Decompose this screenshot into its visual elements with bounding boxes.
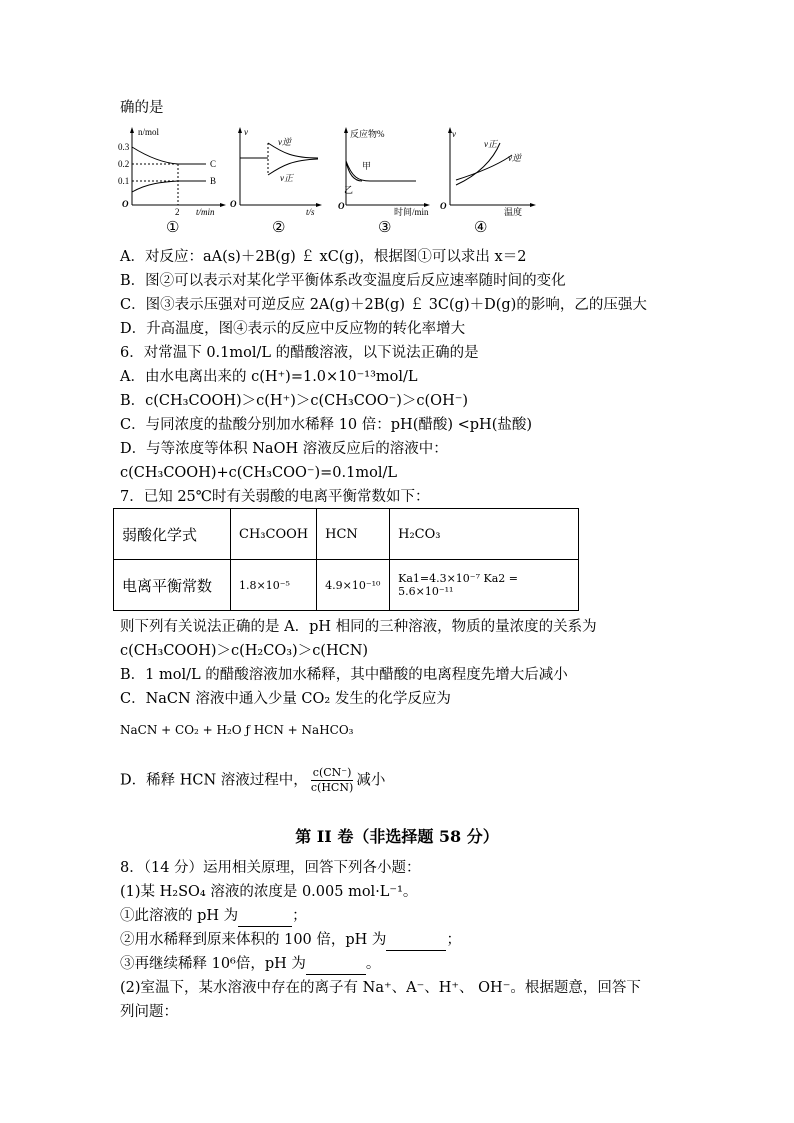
table-row: [114, 560, 579, 611]
g2-vrev: v逆: [278, 137, 291, 147]
q7-equation: NaCN + CO₂ + H₂O ƒ HCN + NaHCO₃: [120, 723, 354, 737]
q6-option-c: C．与同浓度的盐酸分别加水稀释 10 倍：pH(醋酸) <pH(盐酸): [120, 417, 533, 433]
g1-y02: 0.2: [118, 159, 130, 169]
graph-3-number: ③: [378, 218, 392, 236]
g2-vfwd: v正: [280, 173, 293, 183]
fraction: [311, 766, 354, 795]
q7-option-b: B．1 mol/L 的醋酸溶液加水稀释，其中醋酸的电离程度先增大后减小: [120, 667, 568, 683]
g1-y01: 0.1: [118, 176, 130, 186]
q8-part1-c: [120, 954, 380, 975]
graph-4-number: ④: [474, 218, 488, 236]
q8-part1-a: [120, 906, 307, 927]
g4-xlabel: 温度: [504, 207, 523, 217]
q8-part2-cont: 列问题：: [120, 1004, 178, 1020]
section-heading: 第 II 卷（非选择题 58 分）: [295, 827, 499, 846]
g1-y03: 0.3: [118, 142, 130, 152]
g3-jia: 甲: [362, 161, 372, 171]
g1-ylabel: n/mol: [138, 127, 160, 137]
q7-option-a: 则下列有关说法正确的是 A．pH 相同的三种溶液，物质的量浓度的关系为: [120, 619, 597, 635]
g2-ylabel: v: [244, 127, 248, 137]
q6-option-d-cont: c(CH₃COOH)+c(CH₃COO⁻)=0.1mol/L: [120, 465, 398, 481]
q8-part1-c-end: 。: [365, 956, 381, 972]
graph-4: [438, 125, 538, 219]
g2-xlabel: t/s: [306, 207, 315, 217]
table-cell: 弱酸化学式: [114, 509, 231, 560]
table-row: [114, 509, 579, 560]
q6-option-a: A．由水电离出来的 c(H⁺)=1.0×10⁻¹³mol/L: [120, 369, 418, 385]
graph-2: [228, 125, 328, 219]
q8-part1-c-text: ③再继续稀释 10⁶倍，pH 为: [120, 956, 306, 972]
q5-option-a: A．对反应：aA(s)＋2B(g) ￡ xC(g)，根据图①可以求出 x＝2: [120, 249, 527, 265]
q7-option-c: C．NaCN 溶液中通入少量 CO₂ 发生的化学反应为: [120, 691, 451, 707]
graph-1: [118, 125, 228, 219]
g4-vzheng: v正: [484, 139, 497, 149]
graph-2-number: ②: [272, 218, 286, 236]
g3-xlabel: 时间/min: [394, 207, 429, 217]
q8-part1-a-text: ①此溶液的 pH 为: [120, 908, 239, 924]
answer-blank[interactable]: [306, 954, 366, 975]
table-cell: 1.8×10⁻⁵: [231, 560, 317, 611]
fraction-numerator: c(CN⁻): [312, 766, 352, 779]
g4-origin: O: [440, 201, 447, 211]
q6-option-d: D．与等浓度等体积 NaOH 溶液反应后的溶液中：: [120, 441, 448, 457]
q8-part2: (2)室温下，某水溶液中存在的离子有 Na⁺、A⁻、H⁺、 OH⁻。根据题意，回答下: [120, 980, 641, 996]
graph-1-number: ①: [166, 218, 180, 236]
g1-b: B: [210, 176, 217, 186]
answer-blank[interactable]: [386, 930, 446, 951]
constants-table: [113, 508, 579, 611]
g1-x2: 2: [175, 207, 180, 217]
q7-option-a-cont: c(CH₃COOH)＞c(H₂CO₃)＞c(HCN): [120, 643, 369, 659]
q7-d-suffix: 减小: [356, 772, 386, 789]
q8-part1-b-end: ；: [446, 932, 461, 948]
q6-option-b: B．c(CH₃COOH)＞c(H⁺)＞c(CH₃COO⁻)＞c(OH⁻): [120, 393, 469, 409]
q7-d-prefix: D．稀释 HCN 溶液过程中，: [120, 772, 308, 789]
q7-stem: 7．已知 25℃时有关弱酸的电离平衡常数如下：: [120, 489, 430, 505]
g4-ylabel: v: [452, 129, 456, 139]
g3-yi: 乙: [344, 185, 354, 195]
q8-part1-b-text: ②用水稀释到原来体积的 100 倍，pH 为: [120, 932, 387, 948]
table-cell: H₂CO₃: [390, 509, 579, 560]
q5-option-b: B．图②可以表示对某化学平衡体系改变温度后反应速率随时间的变化: [120, 273, 566, 289]
table-cell: 4.9×10⁻¹⁰: [317, 560, 390, 611]
g3-ylabel: 反应物%: [350, 129, 385, 139]
g2-origin: O: [230, 199, 237, 209]
graph-3: [336, 125, 436, 219]
g1-c: C: [210, 159, 217, 169]
table-cell: HCN: [317, 509, 390, 560]
g3-origin: O: [338, 201, 345, 211]
answer-blank[interactable]: [238, 906, 292, 927]
g1-origin: O: [122, 199, 129, 209]
table-cell: CH₃COOH: [231, 509, 317, 560]
fraction-denominator: c(HCN): [310, 781, 354, 794]
intro-text: 确的是: [120, 100, 164, 116]
q5-option-c: C．图③表示压强对可逆反应 2A(g)＋2B(g) ￡ 3C(g)＋D(g)的影响，乙的压强大: [120, 297, 647, 313]
q5-option-d: D．升高温度，图④表示的反应中反应物的转化率增大: [120, 321, 466, 337]
table-cell: Ka1=4.3×10⁻⁷ Ka2 = 5.6×10⁻¹¹: [390, 560, 579, 611]
g4-vni: v逆: [508, 153, 521, 163]
q6-stem: 6．对常温下 0.1mol/L 的醋酸溶液，以下说法正确的是: [120, 345, 479, 361]
table-cell: 电离平衡常数: [114, 560, 231, 611]
q8-part1: (1)某 H₂SO₄ 溶液的浓度是 0.005 mol·L⁻¹。: [120, 884, 418, 900]
g1-xlabel: t/min: [196, 207, 215, 217]
q8-stem: 8．（14 分）运用相关原理，回答下列各小题：: [120, 860, 421, 876]
q8-part1-b: [120, 930, 461, 951]
q8-part1-a-end: ；: [292, 908, 307, 924]
q7-option-d: [120, 766, 385, 795]
